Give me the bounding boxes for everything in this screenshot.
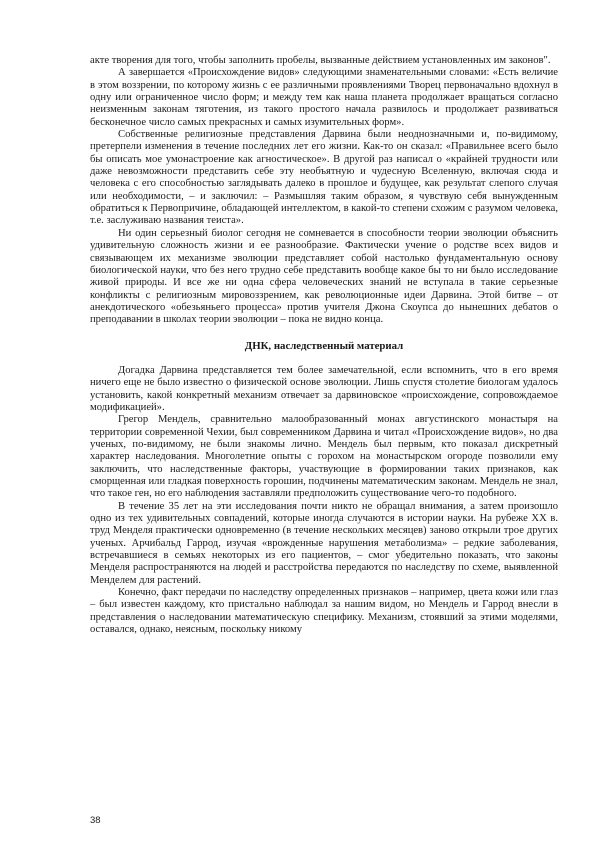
page-number: 38 <box>90 815 101 826</box>
paragraph-darwin-guess: Догадка Дарвина представляется тем более замечательной, если вспомнить, что в его время ничего еще не было известно о физической основе эволюции. Лишь спустя столетие биологам удалось установить, какой конкретный механизм отвечает за дарвиновское «происхождение, сопровождаемое модификацией». <box>90 364 558 413</box>
paragraph-evolution-today: Ни один серьезный биолог сегодня не сомневается в способности теории эволюции объяснить удивительную сложность жизни и ее разнообразие. Фактически учение о родстве всех видов и связывающем их механизме эволюции представляет собой настолько фундаментальную основу биологической науки, что без него трудно себе представить вообще какое бы то ни было исследование живой природы. И все же ни одна сфера человеческих знаний не вступала в такие серьезные конфликты с религиозным мировоззрением, как революционные идеи Дарвина. Этой битве – от анекдотического «обезьяньего процесса» против учителя Джона Скоупса до нынешних дебатов о преподавании в школах теории эволюции – пока не видно конца. <box>90 227 558 326</box>
paragraph-rediscovery: В течение 35 лет на эти исследования почти никто не обращал внимания, а затем произошло одно из тех удивительных совпадений, которые иногда случаются в истории науки. На рубеже XX в. труд Менделя практически одновременно (в течение нескольких месяцев) заново открыли трое других ученых. Арчибальд Гаррод, изучая «врожденные нарушения метаболизма» – редкие заболевания, встречавшиеся в семьях некоторых из его пациентов, – смог убедительно показать, что законы Менделя распространяются на людей и расстройства передаются по наследству по схеме, выявленной Менделем для растений. <box>90 500 558 586</box>
paragraph-continuation: акте творения для того, чтобы заполнить пробелы, вызванные действием установленных им законов". <box>90 55 551 66</box>
paragraph-darwin-religion: Собственные религиозные представления Дарвина были неоднозначными и, по-видимому, претерпели изменения в течение последних лет его жизни. Как-то он сказал: «Правильнее всего было бы описать мое умонастроение как агностическое». В другой раз написал о «крайней трудности или даже невозможности представить себе эту необъятную и чудесную Вселенную, включая сюда и человека с его способностью заглядывать далеко в прошлое и будущее, как результат слепого случая или необходимости, – и заключил: – Размышляя таким образом, я чувствую себя вынужденным обратиться к Первопричине, обладающей интеллектом, в какой-то степени схожим с разумом человека, т.е. заслуживаю названия теиста». <box>90 129 558 227</box>
paragraph-origin-of-species-ending: А завершается «Происхождение видов» следующими знаменательными словами: «Есть величие в этом воззрении, по которому жизнь с ее различными проявлениями Творец первоначально вдохнул в одну или ограниченное число форм; и между тем как наша планета продолжает вращаться согласно неизменным законам тяготения, из такого простого начала развилось и продолжает развиваться бесконечное число самых прекрасных и самых изумительных форм». <box>90 67 558 128</box>
paragraph-mendel: Грегор Мендель, сравнительно малообразованный монах августинского монастыря на территории современной Чехии, был современником Дарвина и читал «Происхождение видов», но два ученых, по-видимому, не были знакомы лично. Мендель был первым, кто показал дискретный характер наследования. Многолетние опыты с горохом на монастырском огороде позволили ему заключить, что наследственные факторы, участвующие в формировании таких признаков, как сморщенная или гладкая поверхность горошин, подчинены математическим законам. Мендель не знал, что такое ген, но его наблюдения заставляли предположить существование чего-то подобного. <box>90 414 558 500</box>
section-heading: ДНК, наследственный материал <box>244 339 404 352</box>
paragraph-inheritance: Конечно, факт передачи по наследству определенных признаков – например, цвета кожи или глаз – был известен каждому, кто пристально наблюдал за нашим видом, но Мендель и Гаррод внесли в представления о наследовании математическую специфику. Механизм, стоявший за этими моделями, оставался, однако, неясным, поскольку никому <box>90 587 558 636</box>
page-body <box>90 55 558 636</box>
